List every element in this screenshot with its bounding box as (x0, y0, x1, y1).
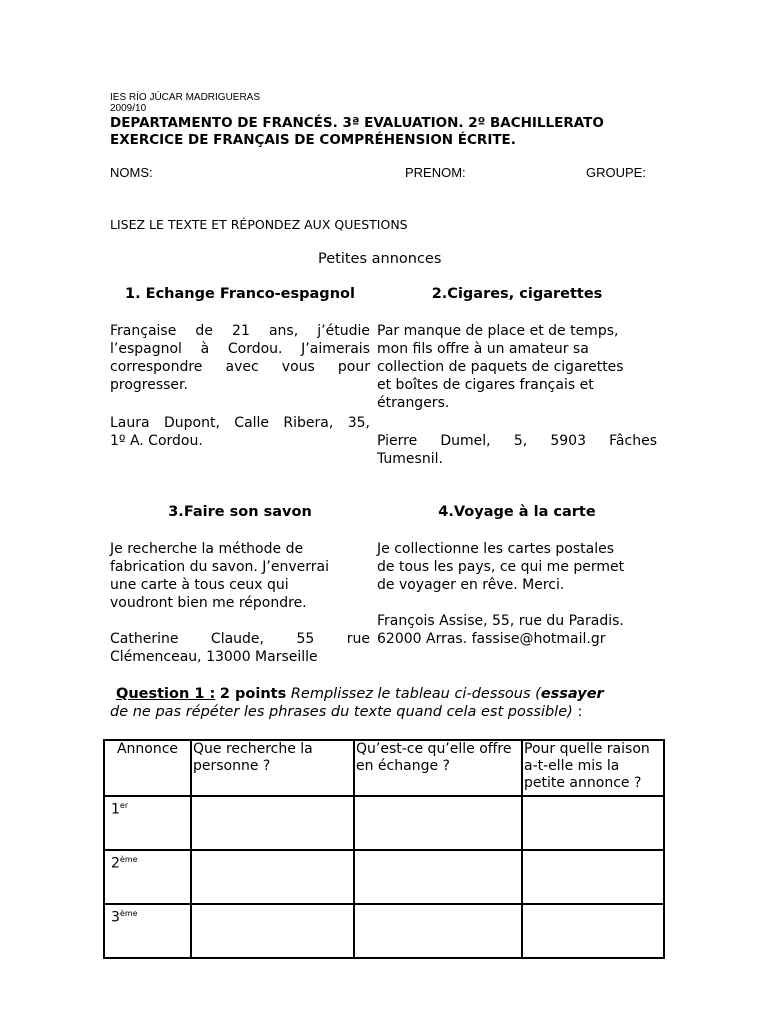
ad-4-line: de tous les pays, ce qui me permet (377, 559, 625, 575)
table-header: Pour quelle raison a-t-elle mis la petite annonce ? (522, 740, 664, 796)
school-name: IES RÍO JÚCAR MADRIGUERAS (110, 92, 261, 103)
answer-cell[interactable] (354, 796, 522, 850)
ad-2-body (377, 322, 657, 412)
ad-4-sig-line: François Assise, 55, rue du Paradis. (377, 613, 624, 629)
answer-cell[interactable] (354, 904, 522, 958)
row-label (104, 796, 191, 850)
row-number: 1 (111, 801, 120, 818)
ad-1-line: Française de 21 ans, j’étudie (110, 323, 370, 339)
ad-2-line: et boîtes de cigares français et (377, 377, 594, 393)
ad-4-body (377, 540, 662, 594)
instruction: LISEZ LE TEXTE ET RÉPONDEZ AUX QUESTIONS (110, 217, 408, 232)
ad-1-sig-line: Laura Dupont, Calle Ribera, 35, (110, 415, 370, 431)
ad-3-sig-line: Catherine Claude, 55 rue (110, 631, 370, 647)
ad-1-signature (110, 414, 370, 450)
ad-2-line: Par manque de place et de temps, (377, 323, 619, 339)
doc-title-line1: DEPARTAMENTO DE FRANCÉS. 3ª EVALUATION. 2º BACHILLERATO (110, 115, 604, 131)
ad-1-line: correspondre avec vous pour (110, 359, 370, 375)
ad-3-body (110, 540, 370, 612)
table-header: Que recherche la personne ? (191, 740, 354, 796)
ad-3-sig-line: Clémenceau, 13000 Marseille (110, 649, 318, 665)
ad-3-line: fabrication du savon. J’enverrai (110, 559, 329, 575)
noms-label: NOMS: (110, 165, 153, 180)
ad-2-title: 2.Cigares, cigarettes (431, 286, 603, 302)
ad-3-line: une carte à tous ceux qui (110, 577, 289, 593)
ad-4-line: de voyager en rêve. Merci. (377, 577, 565, 593)
ad-2-line: étrangers. (377, 395, 450, 411)
table-row (104, 904, 664, 958)
question-points: 2 points (219, 686, 287, 702)
table-row (104, 796, 664, 850)
ad-1-body (110, 322, 370, 394)
doc-title-line2: EXERCICE DE FRANÇAIS DE COMPRÉHENSION ÉCRITE. (110, 132, 516, 148)
question-1 (110, 685, 670, 721)
row-sup: ème (119, 909, 138, 918)
ad-1-line: progresser. (110, 377, 188, 393)
ad-2-sig-line: Pierre Dumel, 5, 5903 Fâches (377, 433, 657, 449)
table-header-row (104, 740, 664, 796)
question-bold: essayer (540, 686, 604, 702)
question-label: Question 1 : (116, 686, 216, 702)
ad-2-sig-line: Tumesnil. (377, 451, 443, 467)
question-end: : (577, 704, 583, 720)
row-number: 2 (111, 855, 120, 872)
answer-cell[interactable] (522, 904, 664, 958)
answer-cell[interactable] (191, 796, 354, 850)
groupe-label: GROUPE: (586, 165, 646, 180)
table-header: Qu’est-ce qu’elle offre en échange ? (354, 740, 522, 796)
ad-3-signature (110, 630, 370, 666)
answer-cell[interactable] (522, 796, 664, 850)
answer-cell[interactable] (191, 904, 354, 958)
row-label (104, 850, 191, 904)
ad-2-line: mon fils offre à un amateur sa (377, 341, 589, 357)
ad-4-signature (377, 612, 662, 648)
ad-1-line: l’espagnol à Cordou. J’aimerais (110, 341, 370, 357)
school-year: 2009/10 (110, 103, 147, 114)
table-header: Annonce (104, 740, 191, 796)
ad-1-title: 1. Echange Franco-espagnol (125, 286, 355, 302)
ad-3-title: 3.Faire son savon (168, 504, 312, 520)
ad-4-sig-line: 62000 Arras. fassise@hotmail.gr (377, 631, 606, 647)
answer-cell[interactable] (354, 850, 522, 904)
ad-2-line: collection de paquets de cigarettes (377, 359, 624, 375)
ad-4-line: Je collectionne les cartes postales (377, 541, 615, 557)
ad-1-sig-line: 1º A. Cordou. (110, 433, 203, 449)
question-text-2: de ne pas répéter les phrases du texte quand cela est possible) (110, 704, 573, 720)
answer-cell[interactable] (191, 850, 354, 904)
ad-3-line: Je recherche la méthode de (110, 541, 304, 557)
ad-2-signature (377, 432, 657, 468)
question-text: Remplissez le tableau ci-dessous ( (290, 686, 541, 702)
answer-table (103, 739, 665, 959)
ad-3-line: voudront bien me répondre. (110, 595, 307, 611)
table-row (104, 850, 664, 904)
row-sup: er (119, 801, 129, 810)
row-sup: ème (119, 855, 138, 864)
row-number: 3 (111, 909, 120, 926)
prenom-label: PRENOM: (405, 165, 466, 180)
answer-cell[interactable] (522, 850, 664, 904)
row-label (104, 904, 191, 958)
section-title: Petites annonces (318, 251, 442, 267)
ad-4-title: 4.Voyage à la carte (438, 504, 596, 520)
